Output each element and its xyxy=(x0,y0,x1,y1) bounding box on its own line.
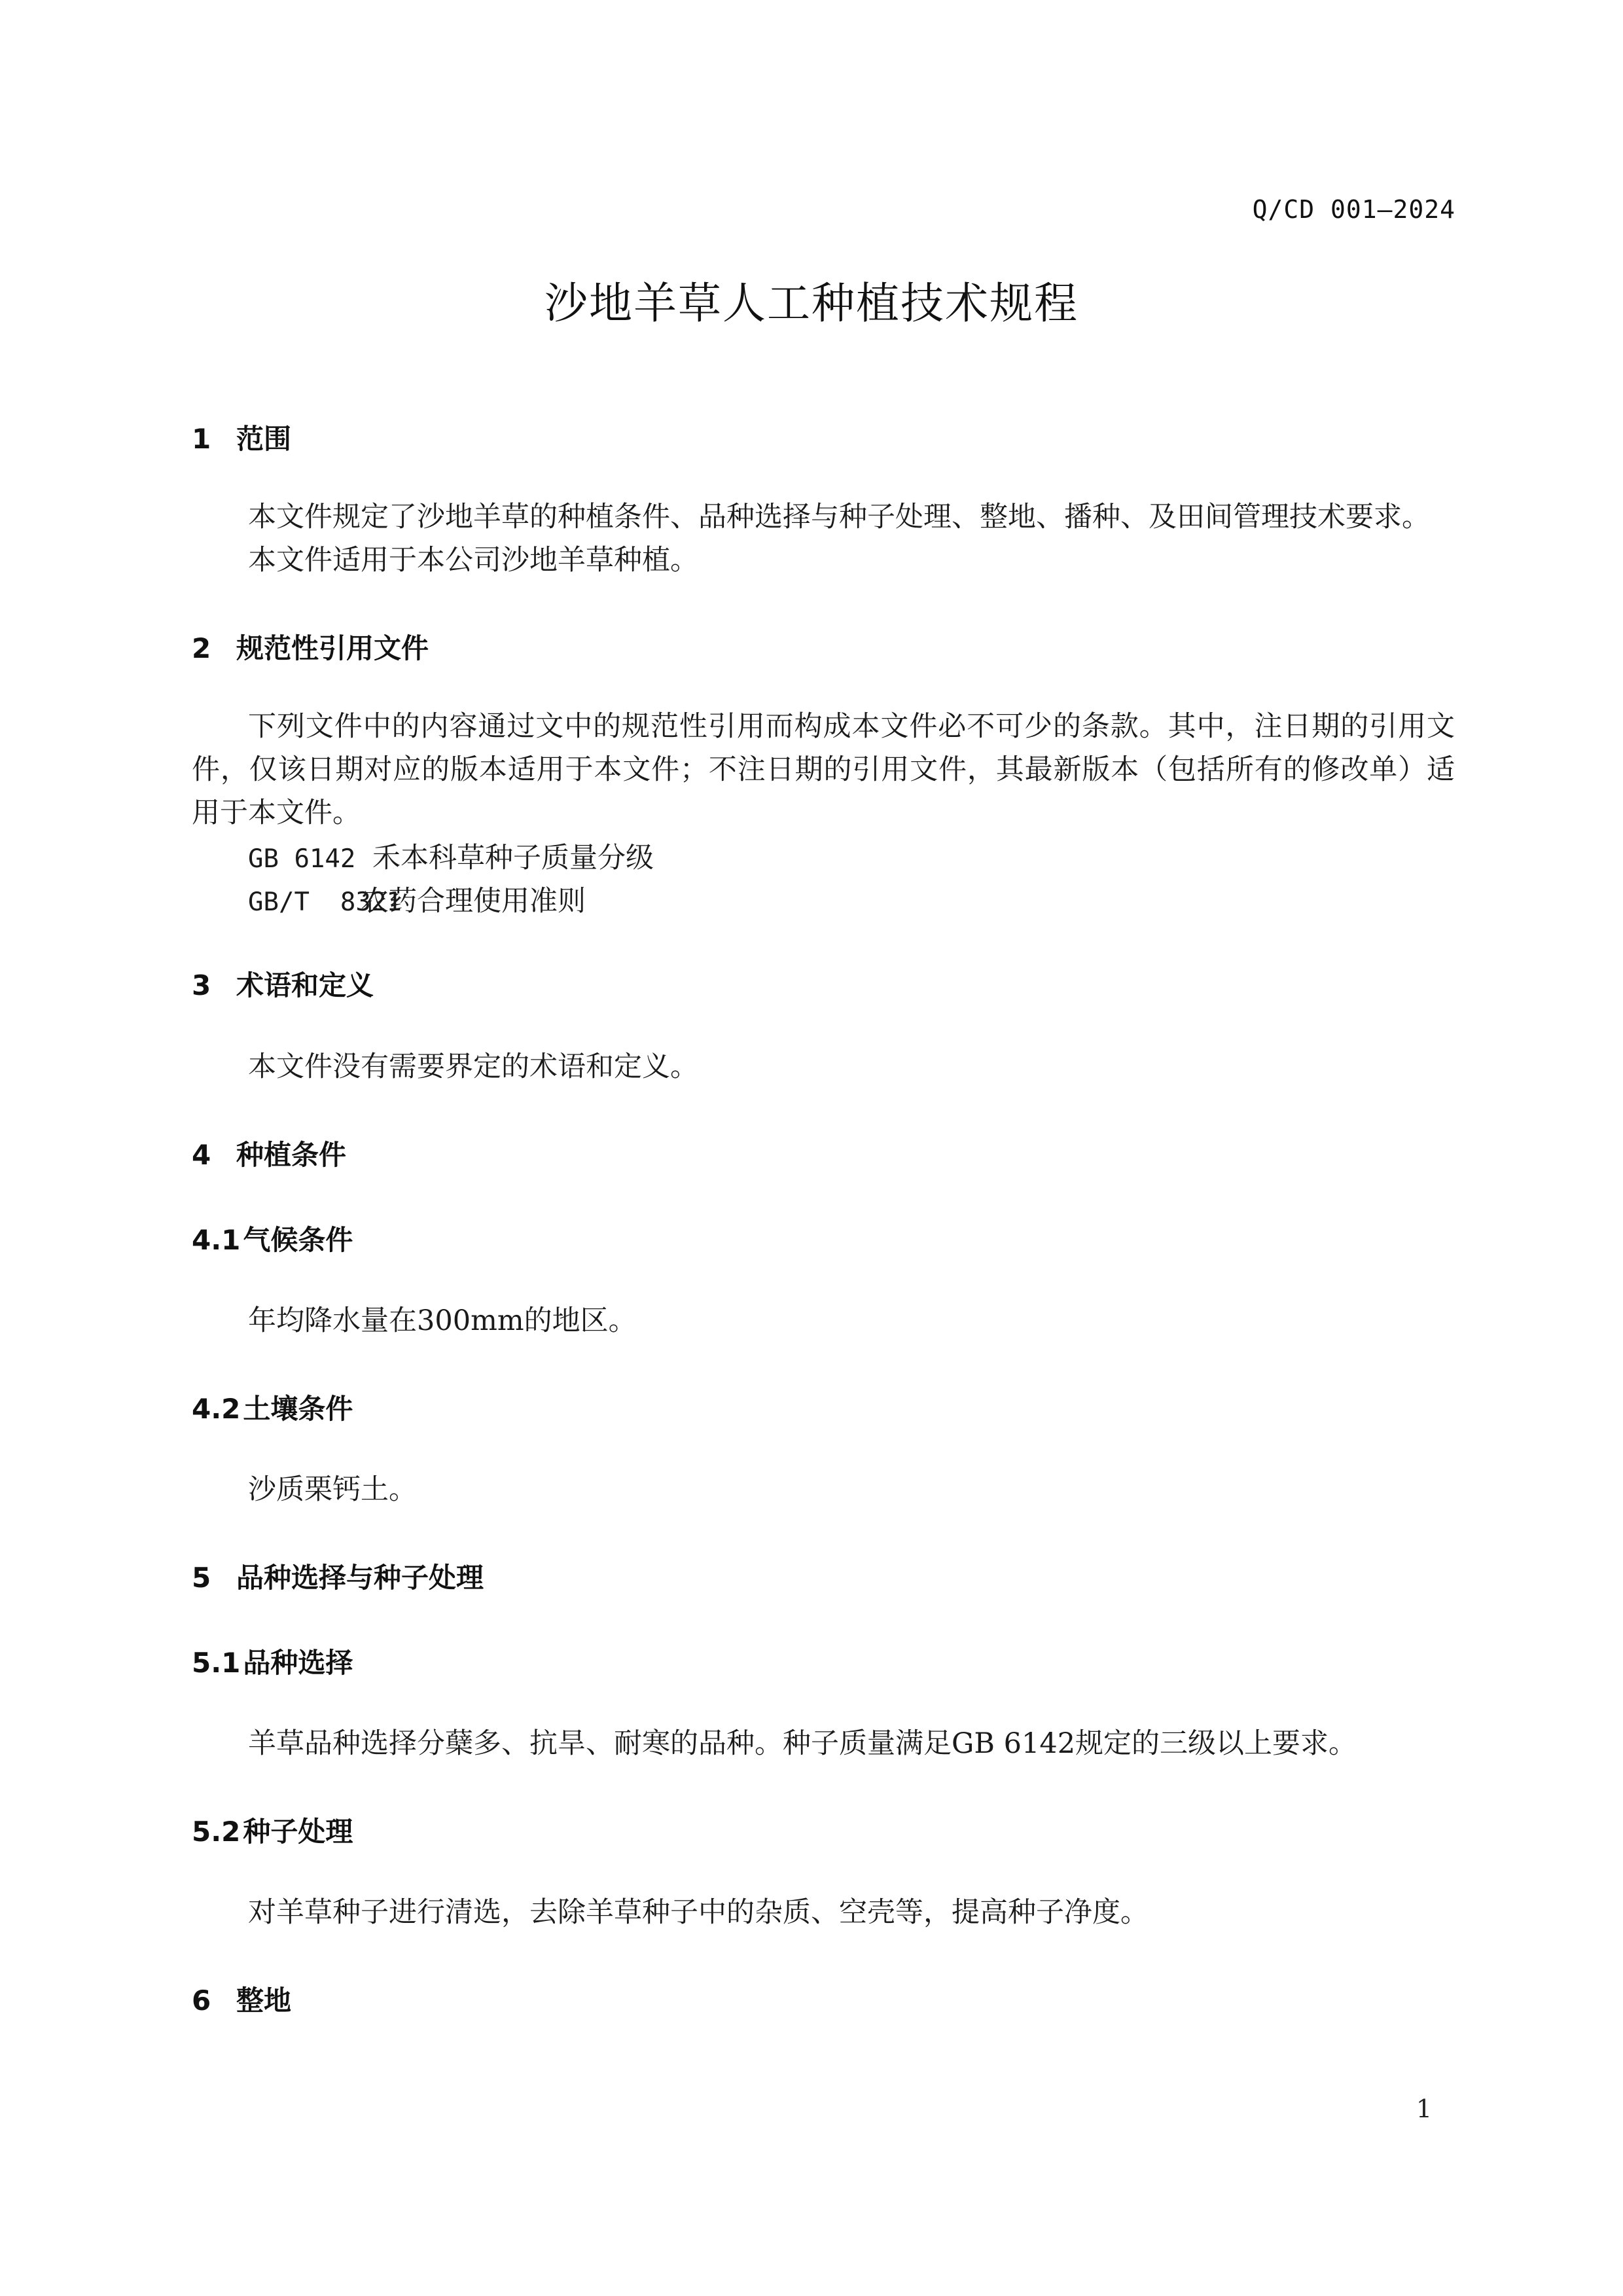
reference-item xyxy=(248,836,654,876)
reference-item xyxy=(248,879,586,919)
reference-code: GB/T 8321 xyxy=(248,888,402,917)
subsection-number: 4.2 xyxy=(192,1393,241,1425)
section-5-1-paragraph: 羊草品种选择分蘖多、抗旱、耐寒的品种。种子质量满足GB 6142规定的三级以上要求。 xyxy=(248,1727,1357,1760)
section-title: 规范性引用文件 xyxy=(236,632,429,664)
section-title: 范围 xyxy=(236,423,292,455)
standard-number: Q/CD 001—2024 xyxy=(1252,195,1455,224)
section-4-heading xyxy=(192,1134,346,1173)
section-number: 4 xyxy=(192,1139,211,1171)
subsection-number: 5.1 xyxy=(192,1647,241,1679)
section-1-paragraph-2: 本文件适用于本公司沙地羊草种植。 xyxy=(248,544,698,577)
section-5-1-heading xyxy=(192,1641,353,1681)
document-title: 沙地羊草人工种植技术规程 xyxy=(544,278,1079,329)
section-1-paragraph-1: 本文件规定了沙地羊草的种植条件、品种选择与种子处理、整地、播种、及田间管理技术要求。 xyxy=(248,501,1430,533)
section-title: 整地 xyxy=(236,1984,292,2017)
section-2-paragraph: 下列文件中的内容通过文中的规范性引用而构成本文件必不可少的条款。其中，注日期的引用文件，仅该日期对应的版本适用于本文件；不注日期的引用文件，其最新版本（包括所有的修改单）适用于本文件。 xyxy=(192,710,1455,829)
page-number: 1 xyxy=(1416,2094,1432,2123)
section-number: 6 xyxy=(192,1984,211,2017)
section-4-1-heading xyxy=(192,1219,353,1258)
reference-name: 农药合理使用准则 xyxy=(361,885,586,918)
section-3-heading xyxy=(192,964,374,1003)
section-2-heading xyxy=(192,627,429,666)
section-number: 3 xyxy=(192,969,211,1001)
section-number: 2 xyxy=(192,632,211,664)
subsection-number: 4.1 xyxy=(192,1224,241,1256)
subsection-number: 5.2 xyxy=(192,1816,241,1848)
subsection-title: 土壤条件 xyxy=(243,1393,353,1425)
section-title: 种植条件 xyxy=(236,1139,347,1171)
section-4-2-paragraph: 沙质栗钙土。 xyxy=(248,1473,417,1506)
section-title: 术语和定义 xyxy=(236,969,374,1001)
section-4-1-paragraph: 年均降水量在300mm的地区。 xyxy=(248,1304,637,1337)
reference-name: 禾本科草种子质量分级 xyxy=(372,842,654,874)
subsection-title: 气候条件 xyxy=(243,1224,353,1256)
section-5-heading xyxy=(192,1556,484,1596)
section-number: 5 xyxy=(192,1562,211,1594)
section-4-2-heading xyxy=(192,1388,353,1427)
section-number: 1 xyxy=(192,423,211,455)
subsection-title: 品种选择 xyxy=(243,1647,353,1679)
section-title: 品种选择与种子处理 xyxy=(236,1562,484,1594)
subsection-title: 种子处理 xyxy=(243,1816,353,1848)
reference-code: GB 6142 xyxy=(248,844,356,874)
section-5-2-heading xyxy=(192,1810,353,1850)
section-1-heading xyxy=(192,418,291,457)
section-3-paragraph: 本文件没有需要界定的术语和定义。 xyxy=(248,1050,698,1083)
section-6-heading xyxy=(192,1979,291,2018)
section-5-2-paragraph: 对羊草种子进行清选，去除羊草种子中的杂质、空壳等，提高种子净度。 xyxy=(248,1896,1149,1929)
